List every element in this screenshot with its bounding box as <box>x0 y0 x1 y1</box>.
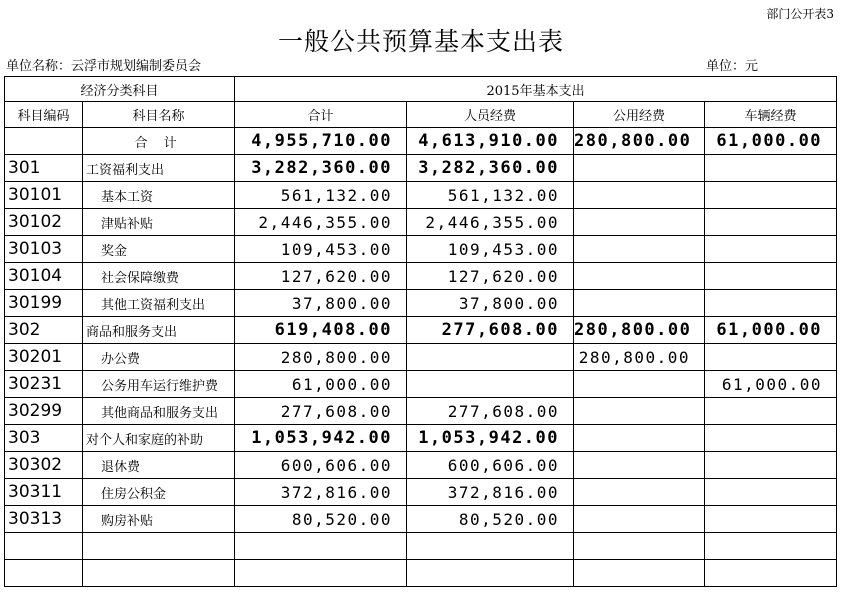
table-row <box>5 182 837 209</box>
row-total: 619,408.00 <box>235 317 407 344</box>
row-vehicle <box>705 236 837 263</box>
row-total: 600,606.00 <box>235 452 407 479</box>
header-name: 科目名称 <box>83 102 235 128</box>
table-row <box>5 344 837 371</box>
row-total: 1,053,942.00 <box>235 425 407 452</box>
row-vehicle <box>705 506 837 533</box>
row-public <box>574 533 705 560</box>
row-name: 其他工资福利支出 <box>83 290 235 317</box>
row-vehicle <box>705 155 837 182</box>
table-row <box>5 263 837 290</box>
header-row-1 <box>5 77 837 102</box>
row-personnel: 600,606.00 <box>407 452 574 479</box>
summary-personnel: 4,613,910.00 <box>407 128 574 155</box>
summary-public: 280,800.00 <box>574 128 705 155</box>
header-vehicle: 车辆经费 <box>705 102 837 128</box>
row-name <box>83 560 235 587</box>
table-row <box>5 479 837 506</box>
row-code: 30104 <box>5 263 83 290</box>
row-total: 61,000.00 <box>235 371 407 398</box>
row-personnel: 277,608.00 <box>407 317 574 344</box>
row-name: 津贴补贴 <box>83 209 235 236</box>
row-vehicle: 61,000.00 <box>705 371 837 398</box>
row-vehicle <box>705 425 837 452</box>
row-name: 社会保障缴费 <box>83 263 235 290</box>
row-personnel: 37,800.00 <box>407 290 574 317</box>
row-code: 302 <box>5 317 83 344</box>
row-total: 561,132.00 <box>235 182 407 209</box>
row-total <box>235 560 407 587</box>
row-personnel: 109,453.00 <box>407 236 574 263</box>
row-name: 基本工资 <box>83 182 235 209</box>
table-row <box>5 317 837 344</box>
row-code: 30313 <box>5 506 83 533</box>
row-name: 住房公积金 <box>83 479 235 506</box>
row-public <box>574 560 705 587</box>
row-personnel: 1,053,942.00 <box>407 425 574 452</box>
unit-name: 单位名称：云浮市规划编制委员会 <box>6 59 202 74</box>
row-name: 其他商品和服务支出 <box>83 398 235 425</box>
row-total: 80,520.00 <box>235 506 407 533</box>
summary-row <box>5 128 837 155</box>
row-vehicle: 61,000.00 <box>705 317 837 344</box>
row-code: 30199 <box>5 290 83 317</box>
row-vehicle <box>705 263 837 290</box>
row-public <box>574 452 705 479</box>
page-title: 一般公共预算基本支出表 <box>277 27 564 56</box>
row-public <box>574 182 705 209</box>
row-public <box>574 209 705 236</box>
row-public <box>574 425 705 452</box>
row-code: 30299 <box>5 398 83 425</box>
row-total: 372,816.00 <box>235 479 407 506</box>
header-total: 合计 <box>235 102 407 128</box>
row-code: 303 <box>5 425 83 452</box>
row-code: 30102 <box>5 209 83 236</box>
row-name: 商品和服务支出 <box>83 317 235 344</box>
row-public <box>574 479 705 506</box>
row-personnel: 80,520.00 <box>407 506 574 533</box>
table-row <box>5 236 837 263</box>
row-vehicle <box>705 344 837 371</box>
row-code: 30302 <box>5 452 83 479</box>
header-personnel: 人员经费 <box>407 102 574 128</box>
row-total: 280,800.00 <box>235 344 407 371</box>
row-total <box>235 533 407 560</box>
row-total: 109,453.00 <box>235 236 407 263</box>
row-personnel <box>407 533 574 560</box>
row-public <box>574 155 705 182</box>
row-name: 公务用车运行维护费 <box>83 371 235 398</box>
row-name: 购房补贴 <box>83 506 235 533</box>
row-total: 277,608.00 <box>235 398 407 425</box>
row-total: 3,282,360.00 <box>235 155 407 182</box>
row-public <box>574 236 705 263</box>
row-name: 工资福利支出 <box>83 155 235 182</box>
row-code: 301 <box>5 155 83 182</box>
table-row <box>5 560 837 587</box>
row-personnel: 561,132.00 <box>407 182 574 209</box>
row-vehicle <box>705 533 837 560</box>
corner-label: 部门公开表3 <box>766 7 834 21</box>
table-row <box>5 209 837 236</box>
row-code: 30201 <box>5 344 83 371</box>
row-total: 37,800.00 <box>235 290 407 317</box>
summary-code <box>5 128 83 155</box>
row-vehicle <box>705 290 837 317</box>
row-public <box>574 398 705 425</box>
row-name <box>83 533 235 560</box>
table-row <box>5 425 837 452</box>
row-personnel <box>407 371 574 398</box>
row-vehicle <box>705 479 837 506</box>
table-row <box>5 452 837 479</box>
row-name: 奖金 <box>83 236 235 263</box>
row-code: 30103 <box>5 236 83 263</box>
budget-table <box>4 76 837 587</box>
row-name: 办公费 <box>83 344 235 371</box>
row-code: 30231 <box>5 371 83 398</box>
row-code: 30311 <box>5 479 83 506</box>
row-personnel: 277,608.00 <box>407 398 574 425</box>
row-vehicle <box>705 182 837 209</box>
row-personnel: 2,446,355.00 <box>407 209 574 236</box>
row-personnel <box>407 560 574 587</box>
header-public: 公用经费 <box>574 102 705 128</box>
row-public <box>574 263 705 290</box>
table-row <box>5 398 837 425</box>
row-vehicle <box>705 398 837 425</box>
row-personnel: 3,282,360.00 <box>407 155 574 182</box>
row-total: 127,620.00 <box>235 263 407 290</box>
row-personnel: 127,620.00 <box>407 263 574 290</box>
summary-label: 合 计 <box>83 128 235 155</box>
row-public <box>574 290 705 317</box>
table-row <box>5 290 837 317</box>
row-code <box>5 533 83 560</box>
row-public: 280,800.00 <box>574 344 705 371</box>
row-code: 30101 <box>5 182 83 209</box>
row-name: 退休费 <box>83 452 235 479</box>
table-row <box>5 533 837 560</box>
row-code <box>5 560 83 587</box>
row-total: 2,446,355.00 <box>235 209 407 236</box>
table-row <box>5 371 837 398</box>
table-row <box>5 506 837 533</box>
row-personnel: 372,816.00 <box>407 479 574 506</box>
header-row-2 <box>5 102 837 128</box>
header-year-budget: 2015年基本支出 <box>235 77 837 102</box>
row-vehicle <box>705 452 837 479</box>
row-vehicle <box>705 560 837 587</box>
unit-label: 单位：元 <box>706 59 759 74</box>
row-personnel <box>407 344 574 371</box>
table-row <box>5 155 837 182</box>
header-econ-class: 经济分类科目 <box>5 77 235 102</box>
row-vehicle <box>705 209 837 236</box>
row-public: 280,800.00 <box>574 317 705 344</box>
summary-total: 4,955,710.00 <box>235 128 407 155</box>
row-public <box>574 371 705 398</box>
row-public <box>574 506 705 533</box>
summary-vehicle: 61,000.00 <box>705 128 837 155</box>
row-name: 对个人和家庭的补助 <box>83 425 235 452</box>
header-code: 科目编码 <box>5 102 83 128</box>
